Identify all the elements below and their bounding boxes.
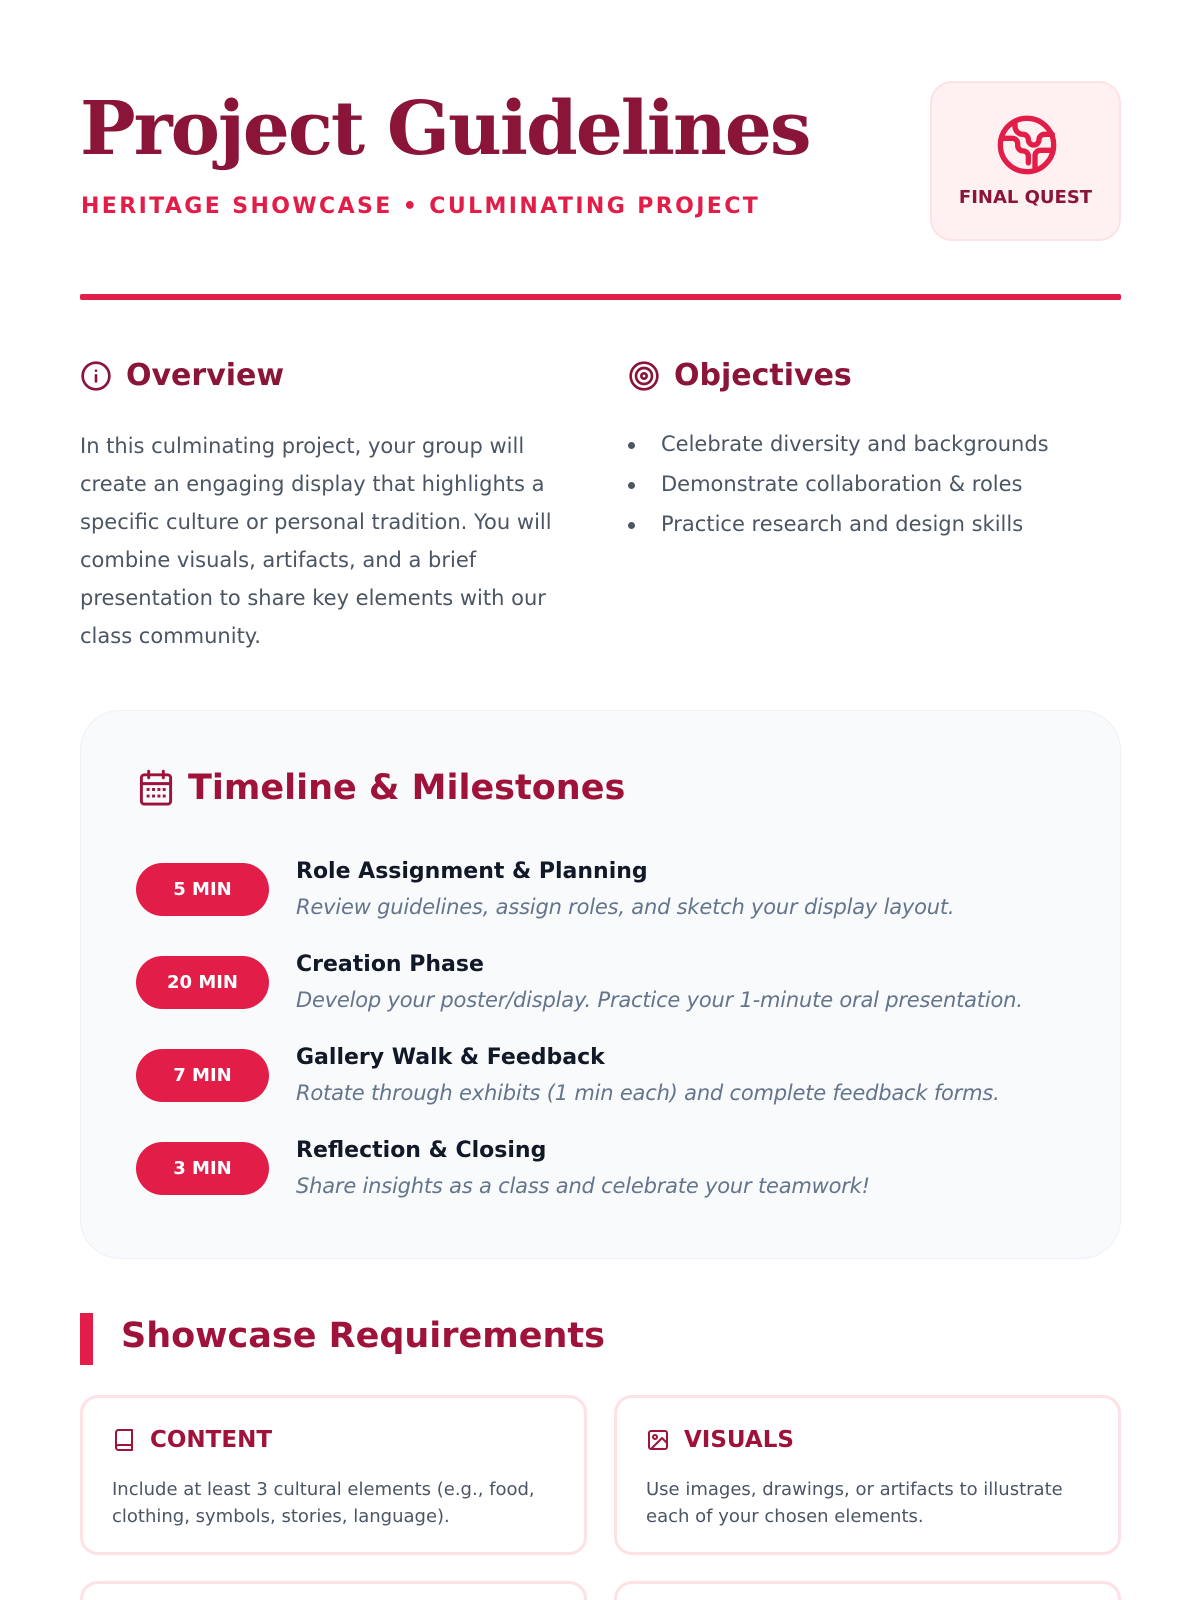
timeline-item <box>136 1138 1086 1208</box>
globe-icon <box>995 113 1059 177</box>
objectives-title: Objectives <box>674 358 852 393</box>
objectives-list <box>628 424 1049 544</box>
card-header <box>112 1427 272 1453</box>
milestone-title: Reflection & Closing <box>296 1138 547 1163</box>
section-accent-bar <box>80 1313 93 1365</box>
duration-badge: 3 MIN <box>136 1142 269 1195</box>
page-title: Project Guidelines <box>80 86 810 172</box>
requirement-card-content <box>80 1395 587 1555</box>
overview-title: Overview <box>126 358 285 393</box>
timeline-item <box>136 1045 1086 1115</box>
milestone-title: Creation Phase <box>296 952 484 977</box>
duration-badge: 20 MIN <box>136 956 269 1009</box>
page-subtitle: HERITAGE SHOWCASE • CULMINATING PROJECT <box>81 194 761 219</box>
requirement-card-visuals <box>614 1395 1121 1555</box>
timeline-item <box>136 859 1086 929</box>
book-icon <box>112 1428 136 1452</box>
duration-badge: 5 MIN <box>136 863 269 916</box>
objectives-heading <box>628 358 852 393</box>
timeline-title: Timeline & Milestones <box>188 768 626 808</box>
target-icon <box>628 360 660 392</box>
duration-badge: 7 MIN <box>136 1049 269 1102</box>
card-text: Include at least 3 cultural elements (e.g., food, clothing, symbols, stories, language). <box>112 1479 535 1527</box>
final-quest-badge <box>930 81 1121 241</box>
calendar-icon <box>138 769 174 807</box>
badge-label: FINAL QUEST <box>958 187 1093 208</box>
requirements-heading: Showcase Requirements <box>121 1316 605 1356</box>
image-icon <box>646 1428 670 1452</box>
requirement-card-partial <box>80 1581 587 1600</box>
requirement-card-partial <box>614 1581 1121 1600</box>
list-item: Practice research and design skills <box>628 504 1049 544</box>
milestone-description: Develop your poster/display. Practice your 1-minute oral presentation. <box>296 988 1023 1012</box>
timeline-item <box>136 952 1086 1022</box>
card-title: VISUALS <box>684 1427 794 1453</box>
info-icon <box>80 360 112 392</box>
overview-heading <box>80 358 284 393</box>
milestone-title: Role Assignment & Planning <box>296 859 648 884</box>
timeline-heading <box>138 768 625 808</box>
header-divider <box>80 294 1121 300</box>
card-header <box>646 1427 794 1453</box>
milestone-description: Share insights as a class and celebrate your teamwork! <box>296 1174 870 1198</box>
milestone-description: Rotate through exhibits (1 min each) and complete feedback forms. <box>296 1081 1000 1105</box>
milestone-description: Review guidelines, assign roles, and sketch your display layout. <box>296 895 955 919</box>
milestone-title: Gallery Walk & Feedback <box>296 1045 605 1070</box>
card-title: CONTENT <box>150 1427 273 1453</box>
list-item: Celebrate diversity and backgrounds <box>628 424 1049 464</box>
overview-text: In this culminating project, your group will create an engaging display that highlights a specific culture or personal tradition. You will combine visuals, artifacts, and a brief presentation to share key elements with our class community. <box>80 434 552 648</box>
list-item: Demonstrate collaboration & roles <box>628 464 1049 504</box>
card-text: Use images, drawings, or artifacts to illustrate each of your chosen elements. <box>646 1479 1063 1527</box>
